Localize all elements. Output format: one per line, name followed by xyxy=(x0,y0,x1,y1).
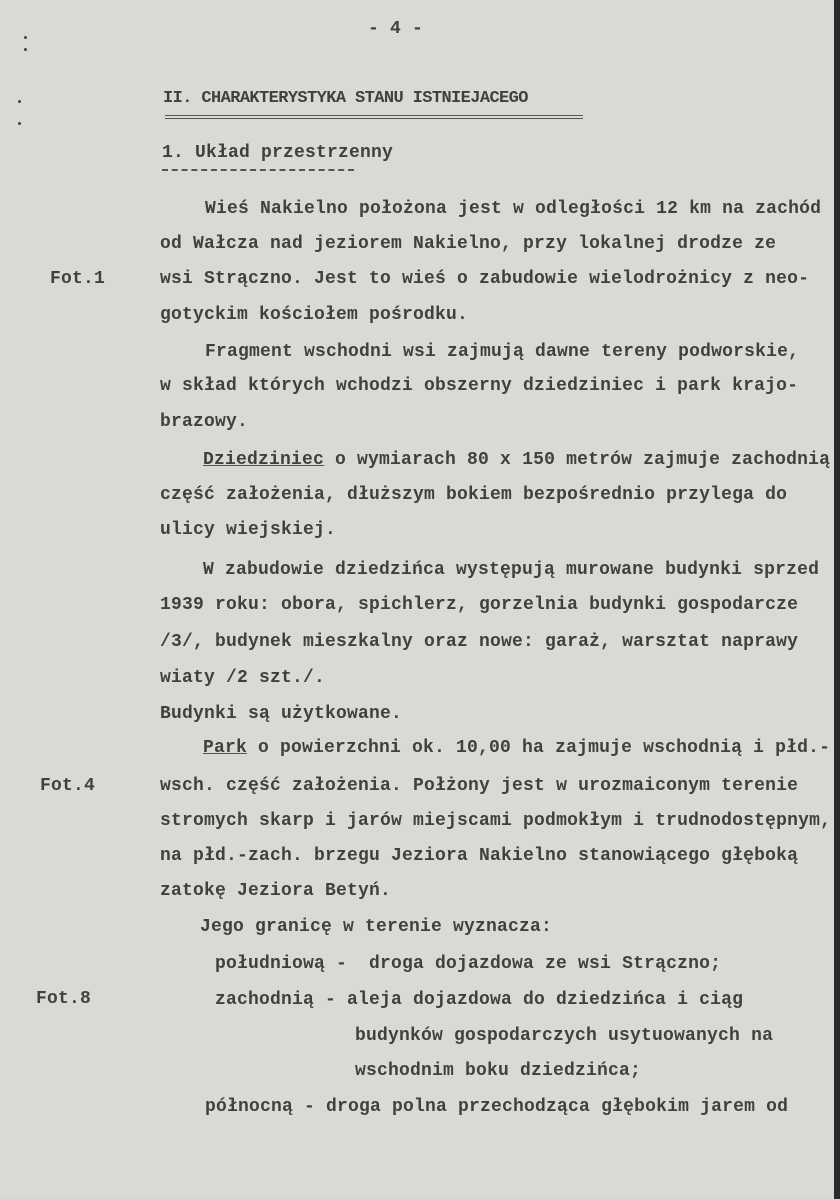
text-line: od Wałcza nad jeziorem Nakielno, przy lokalnej drodze ze xyxy=(160,234,777,254)
text-line: południową - droga dojazdowa ze wsi Strączno; xyxy=(215,954,722,974)
text-line: zatokę Jeziora Betyń. xyxy=(160,881,392,901)
underlined-term-park: Park xyxy=(203,738,248,758)
paper-speck xyxy=(24,48,27,51)
text-line: Budynki są użytkowane. xyxy=(160,704,403,724)
margin-note-fot1: Fot.1 xyxy=(50,269,106,289)
text-line: wiaty /2 szt./. xyxy=(160,668,326,688)
text-line: wschodnim boku dziedzińca; xyxy=(355,1061,642,1081)
text-line: w skład których wchodzi obszerny dziedziniec i park krajo- xyxy=(160,376,799,396)
text-line: ulicy wiejskiej. xyxy=(160,520,337,540)
text-line xyxy=(203,737,830,759)
chapter-title-underline xyxy=(165,115,583,119)
text-line xyxy=(203,449,830,471)
text-line: wsch. część założenia. Połżony jest w urozmaiconym terenie xyxy=(160,776,799,796)
text-line: Jego granicę w terenie wyznacza: xyxy=(200,917,553,937)
text-line-rest: o wymiarach 80 x 150 metrów zajmuje zachodnią xyxy=(324,450,831,470)
paper-speck xyxy=(18,122,21,125)
text-line: Wieś Nakielno położona jest w odległości 12 km na zachód xyxy=(205,199,822,219)
page-number: - 4 - xyxy=(368,19,424,39)
text-line: W zabudowie dziedzińca występują murowane budynki sprzed xyxy=(203,560,820,580)
text-line: na płd.-zach. brzegu Jeziora Nakielno stanowiącego głęboką xyxy=(160,846,799,866)
text-line-rest: o powierzchni ok. 10,00 ha zajmuje wschodnią i płd.- xyxy=(247,738,831,758)
text-line: brazowy. xyxy=(160,412,249,432)
text-line: budynków gospodarczych usytuowanych na xyxy=(355,1026,774,1046)
text-line: zachodnią - aleja dojazdowa do dziedzińca i ciąg xyxy=(215,990,744,1010)
text-line: część założenia, dłuższym bokiem bezpośrednio przylega do xyxy=(160,485,788,505)
chapter-title: II. CHARAKTERYSTYKA STANU ISTNIEJACEGO xyxy=(163,89,528,108)
text-line: gotyckim kościołem pośrodku. xyxy=(160,305,469,325)
text-line: wsi Strączno. Jest to wieś o zabudowie wielodrożnicy z neo- xyxy=(160,269,810,289)
text-line: stromych skarp i jarów miejscami podmokłym i trudnodostępnym, xyxy=(160,811,832,831)
paper-speck xyxy=(24,36,27,39)
section-title: 1. Układ przestrzenny xyxy=(162,143,394,163)
underlined-term-dziedziniec: Dziedziniec xyxy=(203,450,325,470)
paper-speck xyxy=(18,100,21,103)
margin-note-fot4: Fot.4 xyxy=(40,776,96,796)
text-line: Fragment wschodni wsi zajmują dawne tereny podworskie, xyxy=(205,342,800,362)
text-line: północną - droga polna przechodząca głębokim jarem od xyxy=(205,1097,789,1117)
page-edge-shadow xyxy=(834,0,840,1199)
margin-note-fot8: Fot.8 xyxy=(36,989,92,1009)
text-line: /3/, budynek mieszkalny oraz nowe: garaż, warsztat naprawy xyxy=(160,632,799,652)
section-title-underline xyxy=(162,169,354,171)
text-line: 1939 roku: obora, spichlerz, gorzelnia budynki gospodarcze xyxy=(160,595,799,615)
